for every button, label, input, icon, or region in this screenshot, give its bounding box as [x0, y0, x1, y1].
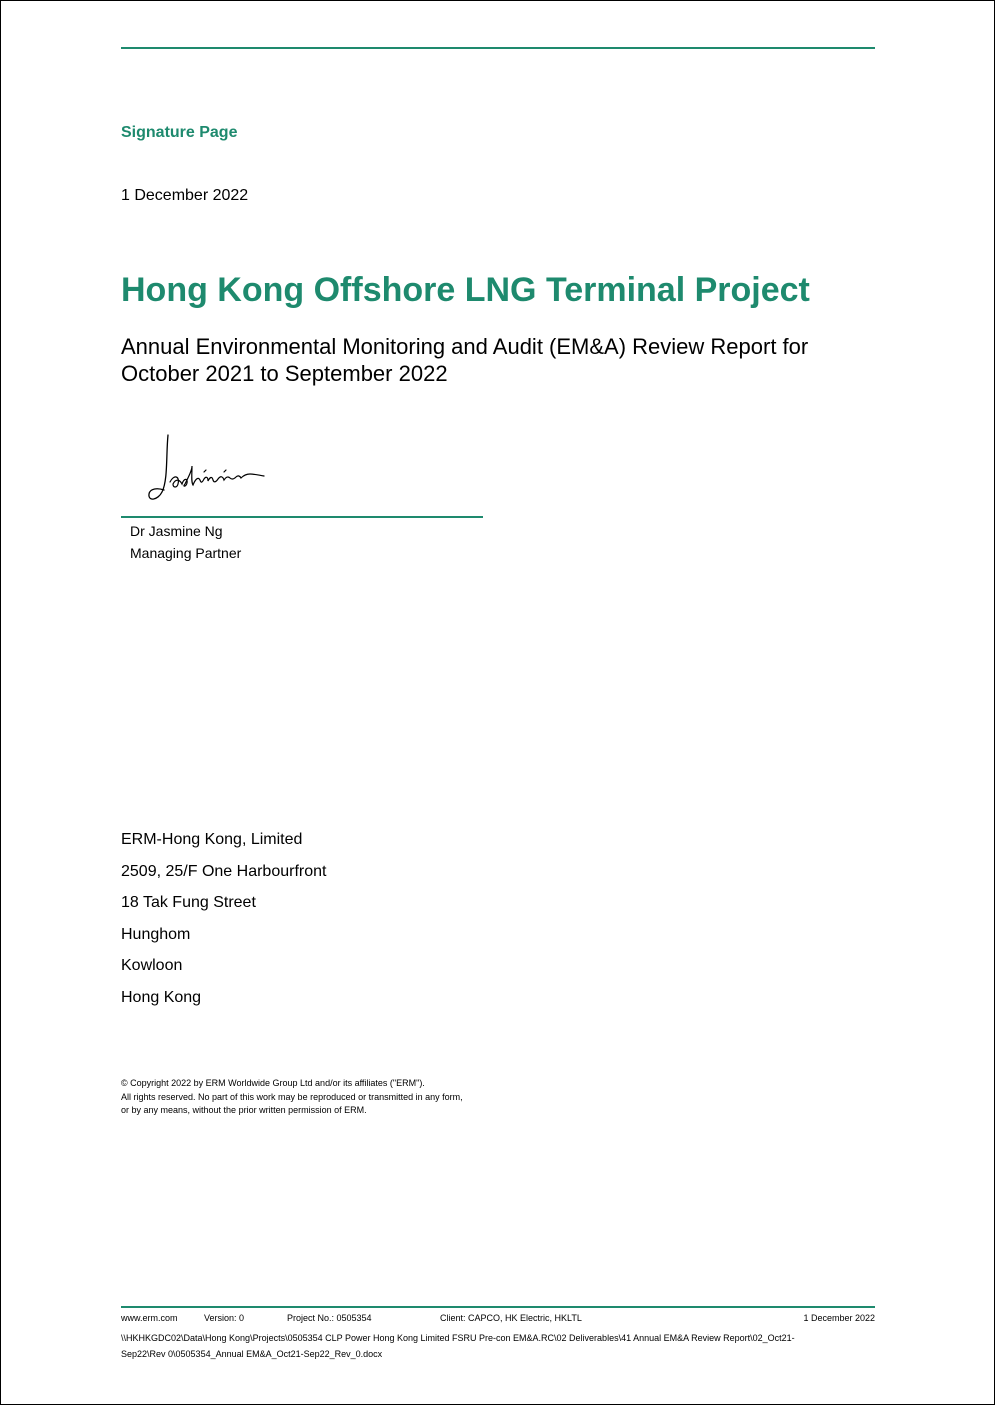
copyright-line-1: © Copyright 2022 by ERM Worldwide Group Ltd and/or its affiliates ("ERM").: [121, 1078, 425, 1088]
signature-line: [121, 516, 483, 518]
footer-date: 1 December 2022: [803, 1313, 875, 1323]
address-line-region: Hong Kong: [121, 988, 202, 1006]
signature-page-heading: Signature Page: [121, 124, 238, 141]
address-line-building: 2509, 25/F One Harbourfront: [121, 862, 327, 880]
handwritten-signature: [140, 430, 280, 510]
footer-file-path: [121, 1330, 881, 1362]
signatory-name: Dr Jasmine Ng: [130, 523, 223, 539]
footer-rule: [121, 1306, 875, 1308]
address-line-street: 18 Tak Fung Street: [121, 894, 256, 912]
company-address: [121, 830, 326, 1020]
footer-website: www.erm.com: [121, 1313, 178, 1323]
subtitle-line-2: October 2021 to September 2022: [121, 361, 448, 386]
subtitle-line-1: Annual Environmental Monitoring and Audit (EM&A) Review Report for: [121, 334, 809, 359]
copyright-line-3: or by any means, without the prior written permission of ERM.: [121, 1105, 367, 1115]
address-line-area: Kowloon: [121, 957, 183, 975]
copyright-line-2: All rights reserved. No part of this work may be reproduced or transmitted in any form,: [121, 1091, 463, 1102]
address-line-district: Hunghom: [121, 925, 191, 943]
footer-version: Version: 0: [204, 1313, 245, 1323]
document-date: 1 December 2022: [121, 187, 249, 204]
copyright-notice: [121, 1077, 463, 1118]
document-subtitle: [121, 333, 881, 387]
address-line-company: ERM-Hong Kong, Limited: [121, 831, 303, 848]
footer-client: Client: CAPCO, HK Electric, HKLTL: [440, 1313, 582, 1323]
header-rule: [121, 47, 875, 49]
file-path-line-2: Sep22\Rev 0\0505354_Annual EM&A_Oct21-Sep22_Rev_0.docx: [121, 1349, 383, 1359]
footer-project-number: Project No.: 0505354: [287, 1313, 372, 1323]
document-title: Hong Kong Offshore LNG Terminal Project: [121, 271, 810, 309]
file-path-line-1: \\HKHKGDC02\Data\Hong Kong\Projects\0505354 CLP Power Hong Kong Limited FSRU Pre-con EM&A.RC\02 Deliverables\41 Annual EM&A Review Report\02_Oct21-: [121, 1333, 795, 1343]
signatory-role: Managing Partner: [130, 545, 242, 561]
